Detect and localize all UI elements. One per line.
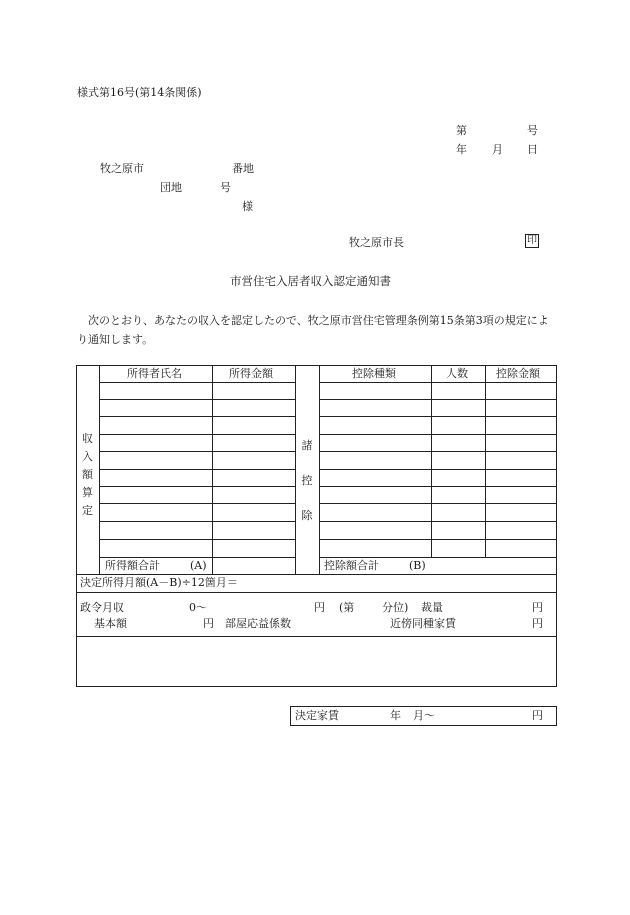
ordinance-bracket: (第 bbox=[339, 601, 355, 614]
document-title: 市営住宅入居者収入認定通知書 bbox=[230, 274, 391, 288]
decided-rent-month: 月～ bbox=[413, 709, 435, 722]
doc-no-prefix: 第 bbox=[456, 124, 467, 137]
neighbor-rent-yen: 円 bbox=[532, 617, 543, 630]
header-deduction-amount: 控除金額 bbox=[496, 367, 540, 380]
sender-label: 牧之原市長 bbox=[349, 236, 404, 249]
header-income-amount: 所得金額 bbox=[229, 367, 273, 380]
seal-mark: 印 bbox=[527, 235, 537, 246]
ordinance-range: 0～ bbox=[189, 601, 207, 614]
ordinance-yen2: 円 bbox=[532, 601, 543, 614]
room-coefficient-label: 部屋応益係数 bbox=[225, 617, 291, 630]
header-deduction-type: 控除種類 bbox=[352, 367, 396, 380]
formula-row: 決定所得月額(A－B)÷12箇月＝ bbox=[80, 576, 238, 589]
income-total-mark: (A) bbox=[190, 559, 207, 572]
form-number: 様式第16号(第14条関係) bbox=[77, 86, 202, 99]
address-city: 牧之原市 bbox=[100, 162, 144, 175]
notice-body: 次のとおり、あなたの収入を認定したので、牧之原市営住宅管理条例第15条第3項の規定により通知します。 bbox=[77, 314, 549, 346]
deduction-side-label: 諸 控 除 bbox=[301, 439, 313, 522]
base-amount-label: 基本額 bbox=[94, 617, 127, 630]
header-income-name: 所得者氏名 bbox=[127, 367, 182, 380]
base-amount-yen: 円 bbox=[203, 617, 214, 630]
date-month: 月 bbox=[492, 143, 503, 156]
decided-rent-year: 年 bbox=[390, 709, 401, 722]
address-danchi: 団地 bbox=[160, 181, 182, 194]
ordinance-yen: 円 bbox=[314, 601, 325, 614]
address-go: 号 bbox=[220, 181, 231, 194]
income-side-label: 収 入 額 算 定 bbox=[82, 432, 93, 517]
deduction-total-label: 控除額合計 bbox=[324, 559, 379, 572]
header-deduction-people: 人数 bbox=[446, 367, 468, 380]
ordinance-bunni: 分位) bbox=[382, 601, 409, 614]
date-year: 年 bbox=[456, 143, 467, 156]
neighbor-rent-label: 近傍同種家賃 bbox=[390, 617, 456, 630]
decided-rent-label: 決定家賃 bbox=[295, 709, 339, 722]
decided-rent-yen: 円 bbox=[532, 709, 543, 722]
address-banchi: 番地 bbox=[232, 162, 254, 175]
doc-no-suffix: 号 bbox=[527, 124, 538, 137]
deduction-total-mark: (B) bbox=[409, 559, 426, 572]
address-sama: 様 bbox=[242, 200, 253, 213]
ordinance-discretion: 裁量 bbox=[421, 601, 443, 614]
ordinance-label: 政令月収 bbox=[80, 601, 124, 614]
date-day: 日 bbox=[527, 143, 538, 156]
income-total-label: 所得額合計 bbox=[105, 559, 160, 572]
